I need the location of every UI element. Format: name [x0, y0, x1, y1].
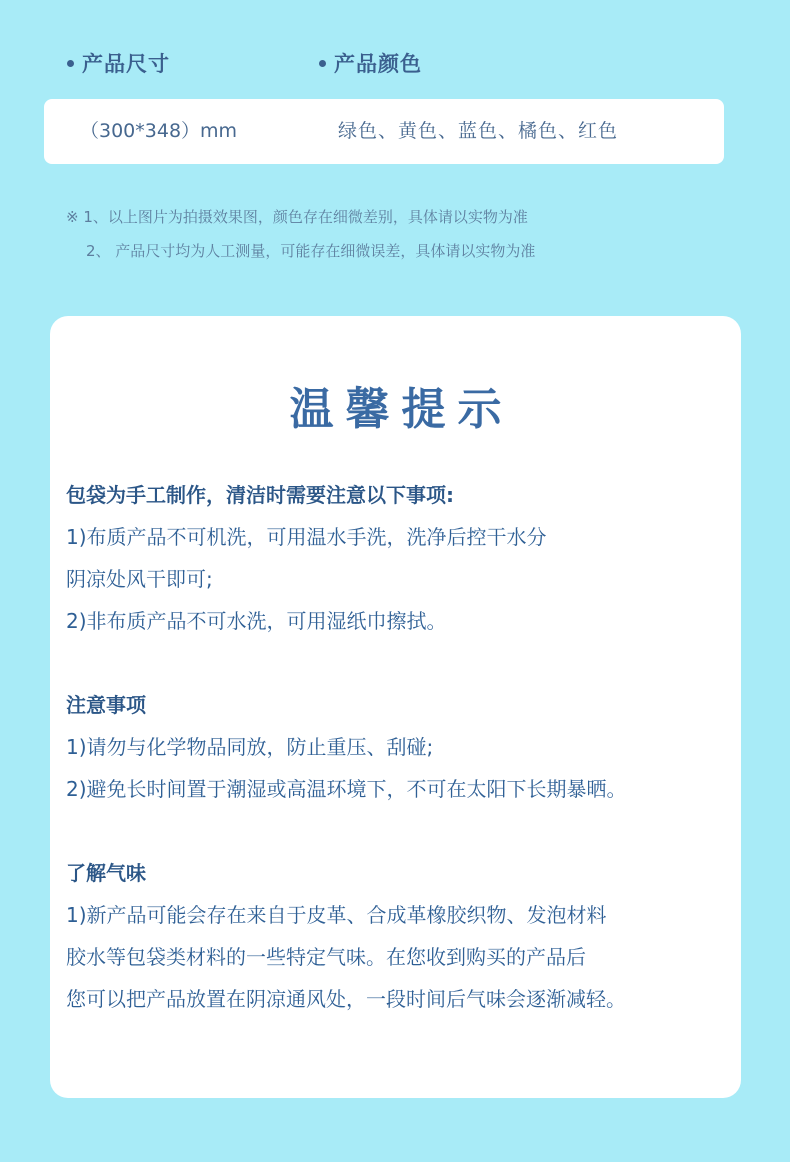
color-heading: [319, 48, 422, 80]
care-line-2: 阴凉处风干即可;: [66, 567, 213, 591]
care-line-1: 1)布质产品不可机洗，可用温水手洗，洗净后控干水分: [66, 525, 547, 549]
note-line-1: ※ 1、以上图片为拍摄效果图，颜色存在细微差别，具体请以实物为准: [66, 208, 528, 226]
tips-card: [50, 316, 741, 1098]
bullet-dot-icon: [67, 60, 74, 67]
size-label: 产品尺寸: [82, 52, 170, 76]
size-value: （300*348）mm: [80, 120, 238, 142]
tips-content: [66, 474, 736, 1020]
color-label: 产品颜色: [334, 52, 422, 76]
caution-line-2: 2)避免长时间置于潮湿或高温环境下，不可在太阳下长期暴晒。: [66, 777, 627, 801]
care-line-3: 2)非布质产品不可水洗，可用湿纸巾擦拭。: [66, 609, 447, 633]
odor-line-1: 1)新产品可能会存在来自于皮革、合成革橡胶织物、发泡材料: [66, 903, 607, 927]
caution-heading: 注意事项: [66, 693, 146, 717]
section-gap: [66, 642, 736, 684]
card-title: 温馨提示: [289, 384, 514, 435]
note-line-2: 2、 产品尺寸均为人工测量，可能存在细微误差，具体请以实物为准: [86, 242, 536, 260]
bullet-dot-icon: [319, 60, 326, 67]
size-heading: [67, 48, 170, 80]
odor-heading: 了解气味: [66, 861, 146, 885]
disclaimer-notes: [66, 204, 746, 272]
odor-line-3: 您可以把产品放置在阴凉通风处，一段时间后气味会逐渐减轻。: [66, 987, 626, 1011]
section-gap: [66, 810, 736, 852]
odor-line-2: 胶水等包袋类材料的一些特定气味。在您收到购买的产品后: [66, 945, 586, 969]
spec-values-box: [44, 99, 724, 164]
caution-line-1: 1)请勿与化学物品同放，防止重压、刮碰;: [66, 735, 434, 759]
color-value: 绿色、黄色、蓝色、橘色、红色: [338, 120, 619, 142]
care-heading: 包袋为手工制作，清洁时需要注意以下事项:: [66, 483, 454, 507]
spec-headers: [0, 48, 790, 80]
